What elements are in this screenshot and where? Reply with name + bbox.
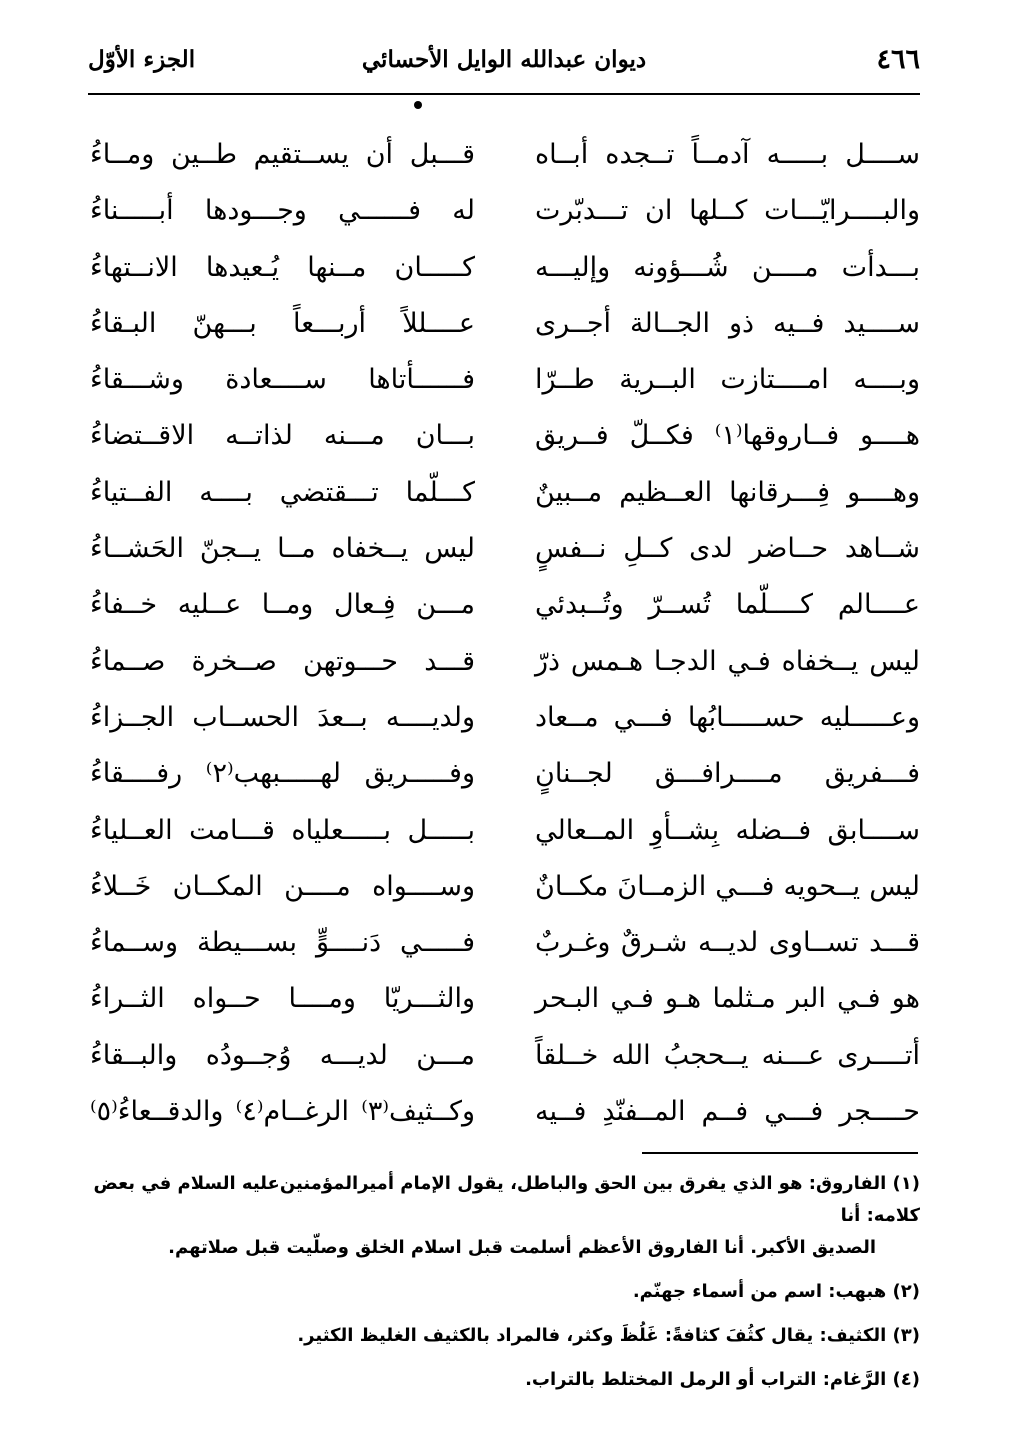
verse-first-hemistich: حــــجر فـــي فــم المــفنّدِ فــيه [535, 1096, 920, 1128]
verse-row [80, 635, 920, 691]
verse-first-hemistich: وبــــه امــــتازت البــرية طــرّا [535, 364, 920, 396]
header-dot [414, 101, 422, 109]
footnote-rule [642, 1152, 918, 1154]
footnotes [84, 1168, 920, 1408]
verse-first-hemistich: ســــيد فــيه ذو الجــالة أجــرى [535, 307, 920, 339]
footnote-text-continued: الصديق الأكبر. أنا الفاروق الأعظم أسلمت قبل اسلام الخلق وصلّيت قبل صلاتهم. [168, 1237, 876, 1258]
verse-first-hemistich: وهــــو فِـــرقانها العــظيم مــبينٌ [535, 476, 920, 508]
verse-row [80, 466, 920, 522]
poem-verses [80, 128, 920, 1141]
verse-second-hemistich: فــــــأتاها ســــعادة وشـــقاءُ [90, 364, 475, 396]
verse-row [80, 691, 920, 747]
verse-row [80, 184, 920, 240]
verse-row [80, 522, 920, 578]
verse-row [80, 128, 920, 184]
verse-second-hemistich: وســــواه مــــن المكــان خَــلاءُ [90, 870, 475, 902]
footnote-text: (٢) هبهب: اسم من أسماء جهنّم. [632, 1281, 920, 1302]
verse-row [80, 241, 920, 297]
verse-second-hemistich: قـــبل أن يســتقيم طــين ومــاءُ [90, 139, 475, 170]
verse-first-hemistich: وعـــــليه حســـــابُها فـــي مــعاد [535, 701, 920, 733]
verse-first-hemistich: ليس يــحويه فـــي الزمــانَ مكــانٌ [535, 870, 920, 902]
verse-row [80, 353, 920, 409]
verse-first-hemistich: ســــل بـــــه آدمــاً تــجده أبــاه [535, 139, 920, 170]
verse-row [80, 916, 920, 972]
verse-second-hemistich: بـــــل بـــــعلياه قـــامت العــلياءُ [90, 814, 475, 846]
verse-row [80, 297, 920, 353]
footnote [84, 1168, 920, 1264]
verse-first-hemistich: أتــــرى عـــنه يــحجبُ الله خــلقاً [535, 1039, 920, 1071]
footnote-text: (٣) الكثيف: يقال كثُفَ كثافةً: غَلُظَ وكثر، فالمراد بالكثيف الغليظ الكثير. [297, 1325, 920, 1346]
verse-second-hemistich: مـــن لديـــه وُجــودُه والبــقاءُ [90, 1039, 475, 1071]
verse-second-hemistich: قـــد حـــوتهن صــخرة صــماءُ [90, 645, 475, 677]
verse-second-hemistich: مـــن فِـعال ومــا عــليه خــفاءُ [90, 589, 475, 621]
page-header [88, 44, 920, 84]
verse-first-hemistich: قـــد تســاوى لديــه شـرقٌ وغـربٌ [535, 927, 920, 959]
verse-first-hemistich: بـــدأت مــــن شُـــؤونه وإليـــه [535, 251, 920, 283]
verse-first-hemistich: هو فـي البر مـثلما هـو فـي البـحر [535, 983, 920, 1015]
part-label: الجزء الأوّل [88, 46, 196, 73]
book-title: ديوان عبدالله الوايل الأحسائي [361, 46, 647, 73]
verse-second-hemistich: بـــان مـــنه لذاتــه الاقــتضاءُ [90, 420, 475, 452]
footnote [84, 1276, 920, 1308]
verse-second-hemistich: كـــلّما تـــقتضي بــــه الفــتياءُ [90, 476, 475, 508]
verse-second-hemistich: كـــــان مــنها يُـعيدها الانــتهاءُ [90, 251, 475, 283]
verse-row [80, 409, 920, 465]
verse-second-hemistich: والثـــريّا ومــــا حــواه الثــراءُ [90, 983, 475, 1015]
verse-first-hemistich: هــــو فــاروقها⁽١⁾ فكــلّ فــريق [535, 420, 920, 452]
verse-row [80, 747, 920, 803]
verse-second-hemistich: ليس يــخفاه مــا يــجنّ الحَشــاءُ [90, 533, 475, 565]
footnote [84, 1320, 920, 1352]
footnote-text: (١) الفاروق: هو الذي يفرق بين الحق والباطل، يقول الإمام أميرالمؤمنين‌عليه السلام في بعض كلامه: أنا [93, 1173, 920, 1226]
footnote [84, 1364, 920, 1396]
verse-row [80, 1029, 920, 1085]
verse-row [80, 804, 920, 860]
verse-second-hemistich: وفـــــريق لهـــــبهب⁽٢⁾ رفــــقاءُ [90, 758, 475, 790]
verse-second-hemistich: فـــــي دَنــــوٍّ بســـيطة وســماءُ [90, 927, 475, 959]
verse-second-hemistich: ولديــــه بــعدَ الحســاب الجــزاءُ [90, 701, 475, 733]
verse-first-hemistich: فـــفريق مــــرافـــق لجــنانٍ [535, 758, 920, 790]
verse-second-hemistich: عــــللاً أربـــعاً بـــهنّ البـقاءُ [90, 307, 475, 339]
verse-second-hemistich: وكــثيف⁽٣⁾ الرغــام⁽٤⁾ والدقــعاءُ⁽٥⁾ [90, 1096, 475, 1128]
verse-row [80, 972, 920, 1028]
verse-row [80, 578, 920, 634]
verse-second-hemistich: له فــــــي وجـــودها أبـــــناءُ [90, 195, 475, 227]
verse-row [80, 1085, 920, 1141]
verse-first-hemistich: ســــابق فــضله بِشــأوِ المــعالي [535, 814, 920, 846]
verse-first-hemistich: ليس يــخفاه فـي الدجـا هـمس ذرّ [535, 645, 920, 677]
verse-first-hemistich: والبــــرايّـــات كــلها ان تـــدبّرت [535, 195, 920, 227]
verse-first-hemistich: شــاهد حــاضر لدى كــلِ نــفسٍ [535, 533, 920, 565]
header-rule [88, 93, 920, 95]
verse-row [80, 860, 920, 916]
footnote-text: (٤) الرَّغام: التراب أو الرمل المختلط بالتراب. [525, 1369, 920, 1390]
verse-first-hemistich: عــــالم كــــلّما تُســرّ وتُــبدئي [535, 589, 920, 621]
page-number: ٤٦٦ [876, 44, 920, 75]
